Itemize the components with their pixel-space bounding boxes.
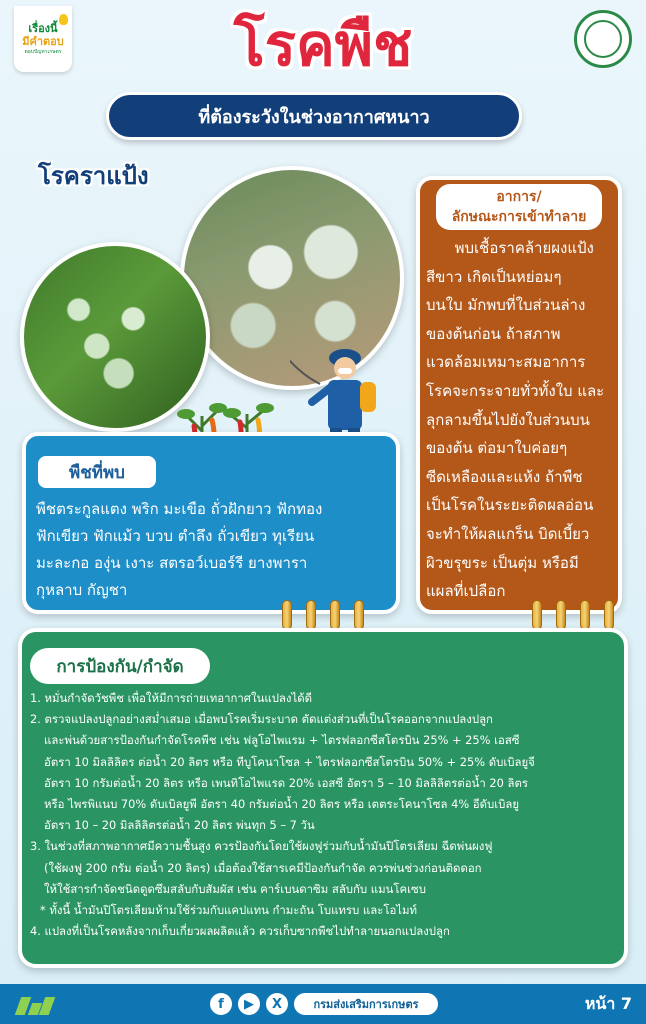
binder-ring-icon <box>354 600 364 630</box>
symptoms-line: ซีดเหลืองและแห้ง ถ้าพืช <box>426 467 583 486</box>
binder-ring-icon <box>532 600 542 630</box>
symptoms-heading-line2: ลักษณะการเข้าทำลาย <box>451 209 587 225</box>
symptoms-line: เป็นโรคในระยะติดผลอ่อน <box>426 496 594 515</box>
binder-ring-icon <box>556 600 566 630</box>
prevention-item: 3. ในช่วงที่สภาพอากาศมีความชื้นสูง ควรป้องกันโดยใช้ผงฟูร่วมกับน้ำมันปิโตรเลียม ฉีดพ่นผงฟู <box>30 839 493 854</box>
prevention-text <box>30 688 620 942</box>
page-title: โรคพืช <box>233 11 413 79</box>
host-plants-line: มะละกอ องุ่น เงาะ สตรอว์เบอร์รี ยางพารา <box>36 554 308 572</box>
symptoms-line: โรคจะกระจายทั่วทั้งใบ และ <box>426 381 605 400</box>
prevention-item-cont: หรือ ไพรพิแนบ 70% ดับเบิลยูพี อัตรา 40 กรัมต่อน้ำ 20 ลิตร หรือ เตตระโคนาโซล 4% อีดับเบิลยู <box>44 797 520 812</box>
symptoms-heading-line1: อาการ/ <box>496 189 542 205</box>
prevention-item: 2. ตรวจแปลงปลูกอย่างสม่ำเสมอ เมื่อพบโรคเริ่มระบาด ตัดแต่งส่วนที่เป็นโรคออกจากแปลงปลูก <box>30 712 493 727</box>
footer-logo-icon <box>18 993 58 1015</box>
symptoms-line: ลุกลามขึ้นไปยังใบส่วนบน <box>426 410 590 429</box>
prevention-item: 1. หมั่นกำจัดวัชพืช เพื่อให้มีการถ่ายเทอากาศในแปลงได้ดี <box>30 691 312 705</box>
prevention-item-cont: และพ่นด้วยสารป้องกันกำจัดโรคพืช เช่น ฟลูโอไพแรม + ไตรฟลอกซีสโตรบิน 25% + 25% เอสซี <box>44 733 520 748</box>
binder-ring-icon <box>604 600 614 630</box>
prevention-item: 4. แปลงที่เป็นโรคหลังจากเก็บเกี่ยวผลผลิตแล้ว ควรเก็บซากพืชไปทำลายนอกแปลงปลูก <box>30 924 450 939</box>
prevention-note: * ทั้งนี้ น้ำมันปิโตรเลียมห้ามใช้ร่วมกับแคปแทน กำมะถัน โบแทรบ และโอไมท์ <box>40 903 418 918</box>
symptoms-line: ผิวขรุขระ เป็นตุ่ม หรือมี <box>426 553 579 572</box>
prevention-heading: การป้องกัน/กำจัด <box>30 648 210 684</box>
host-plants-line: กุหลาบ กัญชา <box>36 581 128 599</box>
x-icon[interactable]: X <box>266 993 288 1015</box>
host-plants-text <box>36 496 392 604</box>
disease-name: โรคราแป้ง <box>38 162 149 190</box>
binder-ring-icon <box>282 600 292 630</box>
symptoms-line: แวดล้อมเหมาะสมอาการ <box>426 353 586 372</box>
host-plants-heading: พืชที่พบ <box>38 456 156 488</box>
symptoms-line: บนใบ มักพบที่ใบส่วนล่าง <box>426 296 586 315</box>
prevention-item-cont: (ใช้ผงฟู 200 กรัม ต่อน้ำ 20 ลิตร) เมื่อต้องใช้สารเคมีป้องกันกำจัด ควรพ่นช่วงก่อนติดดอก <box>44 860 482 875</box>
facebook-icon[interactable]: f <box>210 993 232 1015</box>
symptoms-text <box>426 234 618 606</box>
symptoms-line: สีขาว เกิดเป็นหย่อมๆ <box>426 267 562 286</box>
brand-logo-line2: มีคำตอบ <box>22 35 64 48</box>
prevention-item-cont: อัตรา 10 มิลลิลิตร ต่อน้ำ 20 ลิตร หรือ ทีบูโคนาโซล + ไตรฟลอกซีสโตรบิน 50% + 25% ดับเบิลยูจี <box>44 754 535 769</box>
host-plants-line: ฟักเขียว ฟักแม้ว บวบ ตำลึง ถั่วเขียว ทุเรียน <box>36 527 315 545</box>
page-subtitle: ที่ต้องระวังในช่วงอากาศหนาว <box>106 92 522 140</box>
host-plants-line: พืชตระกูลแตง พริก มะเขือ ถั่วฝักยาว ฟักทอง <box>36 500 323 518</box>
prevention-item-cont: อัตรา 10 – 20 มิลลิลิตรต่อน้ำ 20 ลิตร พ่นทุก 5 – 7 วัน <box>44 818 315 833</box>
brand-logo-tagline: ตอบปัญหาเกษตร <box>24 49 62 55</box>
symptoms-line: ของต้นก่อน ถ้าสภาพ <box>426 324 561 343</box>
binder-ring-icon <box>306 600 316 630</box>
page-number: หน้า 7 <box>584 994 632 1013</box>
brand-logo-line1: เรื่องนี้ <box>28 22 58 35</box>
prevention-item-cont: ให้ใช้สารกำจัดชนิดดูดซึมสลับกับสัมผัส เช่น คาร์เบนดาซิม สลับกับ แมนโคเซบ <box>44 881 427 896</box>
symptoms-heading <box>436 184 602 230</box>
youtube-icon[interactable]: ▶ <box>238 993 260 1015</box>
department-seal-icon <box>574 10 632 68</box>
symptoms-line: แผลที่เปลือก <box>426 582 506 601</box>
symptoms-line: จะทำให้ผลแกร็น บิดเบี้ยว <box>426 524 590 543</box>
department-name[interactable]: กรมส่งเสริมการเกษตร <box>294 993 438 1015</box>
binder-ring-icon <box>580 600 590 630</box>
binder-ring-icon <box>330 600 340 630</box>
symptoms-line: พบเชื้อราคล้ายผงแป้ง <box>426 239 594 257</box>
prevention-item-cont: อัตรา 10 กรัมต่อน้ำ 20 ลิตร หรือ เพนทิโอไพแรด 20% เอสซี อัตรา 5 – 10 มิลลิลิตรต่อน้ำ 20 ลิตร <box>44 775 529 790</box>
symptoms-line: ของต้น ต่อมาใบค่อยๆ <box>426 439 568 458</box>
